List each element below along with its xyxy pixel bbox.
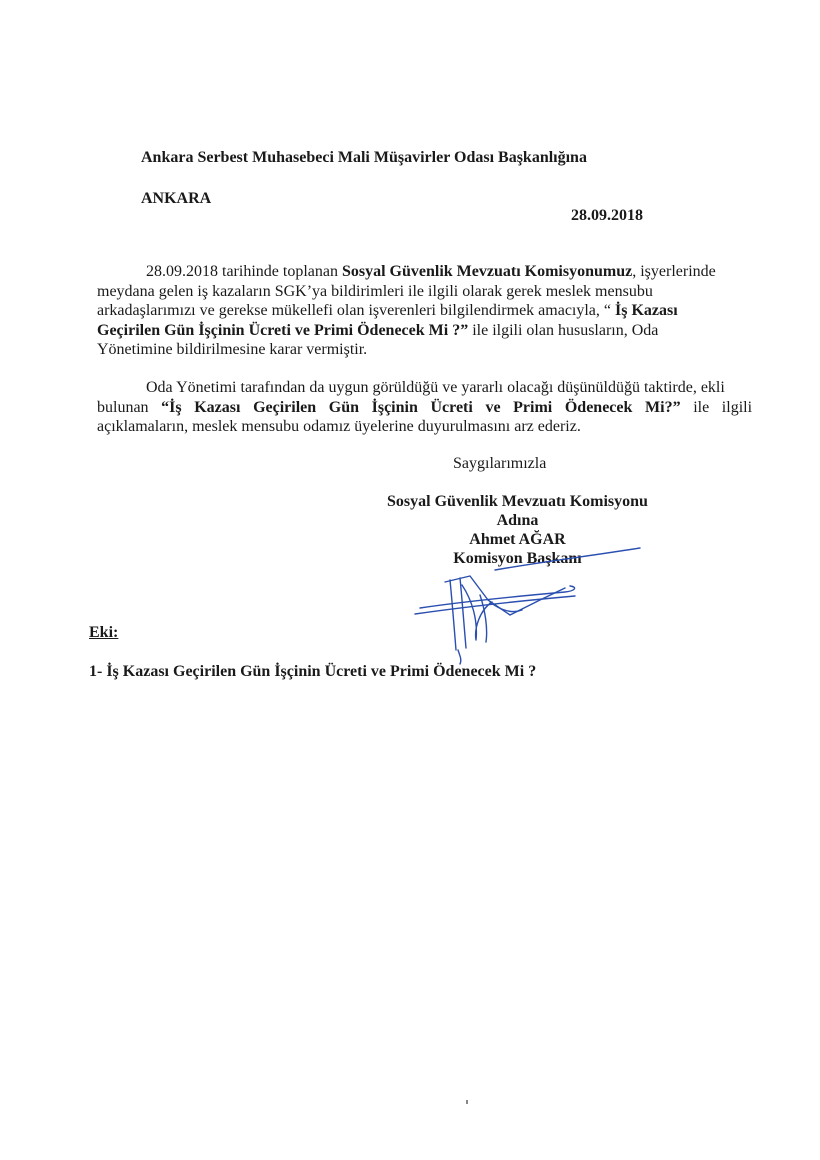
city: ANKARA (141, 190, 212, 207)
paragraph-2 (97, 378, 752, 437)
text-run: 28.09.2018 tarihinde toplanan (146, 263, 342, 280)
attachments-label: Eki: (89, 624, 119, 641)
scan-speck (466, 1100, 468, 1104)
signatory-title: Komisyon Başkanı (453, 550, 582, 567)
closing: Saygılarımızla (453, 455, 547, 472)
signatory-on-behalf: Adına (496, 512, 539, 529)
attachment-item (89, 663, 536, 681)
text-run: bulunan (97, 398, 162, 416)
signatory-committee: Sosyal Güvenlik Mevzuatı Komisyonu (387, 493, 648, 510)
paragraph-1-line-2: meydana gelen iş kazaların SGK’ya bildirimleri ile ilgili olarak gerek meslek mensubu (97, 282, 653, 300)
subject-bold-start: İş Kazası (615, 302, 678, 319)
paragraph-2-line-2 (97, 398, 752, 418)
signatory-name: Ahmet AĞAR (469, 531, 566, 548)
paragraph-1-line-4 (97, 321, 687, 341)
subject-bold-end: Geçirilen Gün İşçinin Ücreti ve Primi Ödenecek Mi ?” (97, 321, 469, 339)
paragraph-1-line-3 (97, 301, 687, 321)
addressee: Ankara Serbest Muhasebeci Mali Müşavirler Odası Başkanlığına (141, 149, 587, 166)
paragraph-2-line-1: Oda Yönetimi tarafından da uygun görüldüğü ve yararlı olacağı düşünüldüğü taktirde, ekli (146, 379, 725, 396)
attachment-item-text: 1- İş Kazası Geçirilen Gün İşçinin Ücreti ve Primi Ödenecek Mi ? (89, 663, 537, 680)
paragraph-1-line-1 (97, 262, 716, 282)
committee-name-bold: Sosyal Güvenlik Mevzuatı Komisyonumuz (341, 263, 633, 280)
paragraph-1-line-5: Yönetimine bildirilmesine karar vermiştir. (97, 341, 368, 358)
paragraph-2-line-3: açıklamaların, meslek mensubu odamız üyelerine duyurulmasını arz ederiz. (97, 418, 581, 435)
text-run: , işyerlerinde (632, 263, 716, 280)
text-run: ile ilgili (680, 398, 753, 416)
text-run: arkadaşlarımızı ve gerekse mükellefi olan işverenleri bilgilendirmek amacıyla, “ (97, 302, 616, 319)
paragraph-1 (97, 262, 716, 360)
text-run: ile ilgili olan hususların, Oda (468, 321, 659, 339)
letter-date: 28.09.2018 (571, 207, 643, 224)
handwritten-signature (400, 540, 650, 665)
subject-bold: “İş Kazası Geçirilen Gün İşçinin Ücreti ve Primi Ödenecek Mi?” (161, 398, 681, 416)
